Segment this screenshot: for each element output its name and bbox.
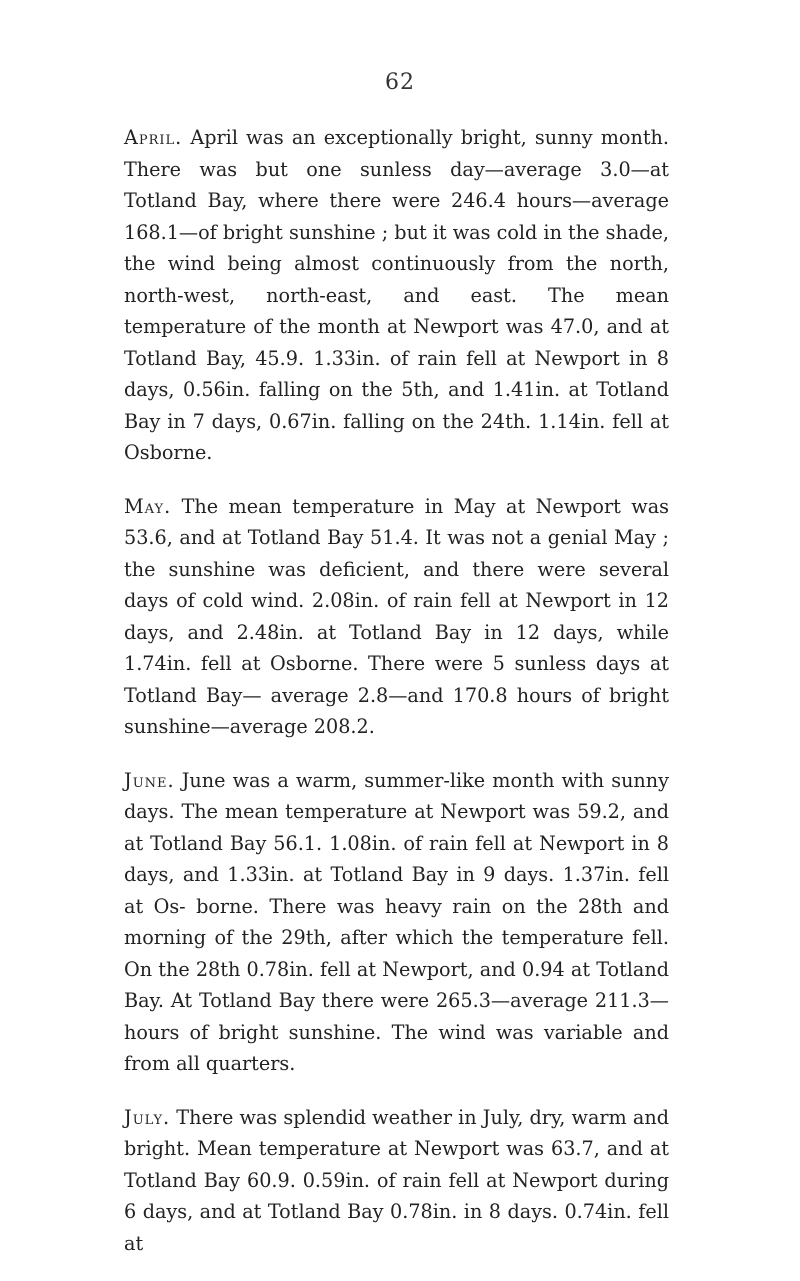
page-number: 62: [385, 70, 415, 95]
paragraph-text-july: There was splendid weather in July, dry, warm and bright. Mean temperature at Newport was 63.7, and at Totland Bay 60.9. 0.59in. of rain fell at Newport during 6 days, and at Totland Bay 0.78in. in 8 days. 0.74in. fell at: [124, 1105, 669, 1255]
paragraph-text-may: The mean temperature in May at Newport was 53.6, and at Totland Bay 51.4. It was not a genial May ; the sunshine was deficient, and there were several days of cold wind. 2.08in. of rain fell at Newport in 12 days, and 2.48in. at Totland Bay in 12 days, while 1.74in. fell at Osborne. There were 5 sunless days at Totland Bay— average 2.8—and 170.8 hours of bright sunshine—average 208.2.: [124, 494, 669, 738]
paragraph-text-june: June was a warm, summer-like month with sunny days. The mean temperature at Newport was 59.2, and at Totland Bay 56.1. 1.08in. of rain fell at Newport in 8 days, and 1.33in. at Totland Bay in 9 days. 1.37in. fell at Os- borne. There was heavy rain on the 28th and morning of the 29th, after which the temperature fell. On the 28th 0.78in. fell at Newport, and 0.94 at Totland Bay. At Totland Bay there were 265.3—average 211.3—hours of bright sunshine. The wind was variable and from all quarters.: [124, 768, 669, 1075]
paragraph-lead-june: June.: [124, 768, 175, 792]
paragraph-june: [124, 765, 669, 1080]
paragraph-lead-may: May.: [124, 494, 172, 518]
paragraph-may: [124, 491, 669, 743]
paragraph-lead-july: July.: [124, 1105, 171, 1129]
body-text: [124, 122, 669, 1281]
paragraph-text-april: April was an exceptionally bright, sunny month. There was but one sunless day—average 3.0—at Totland Bay, where there were 246.4 hours—average 168.1—of bright sunshine ; but it was cold in the shade, the wind being almost continuously from the north, north-west, north-east, and east. The mean temperature of the month at Newport was 47.0, and at Totland Bay, 45.9. 1.33in. of rain fell at Newport in 8 days, 0.56in. falling on the 5th, and 1.41in. at Totland Bay in 7 days, 0.67in. falling on the 24th. 1.14in. fell at Osborne.: [124, 126, 669, 464]
paragraph-lead-april: April.: [124, 126, 183, 149]
paragraph-july: [124, 1102, 669, 1260]
paragraph-april: [124, 122, 669, 469]
